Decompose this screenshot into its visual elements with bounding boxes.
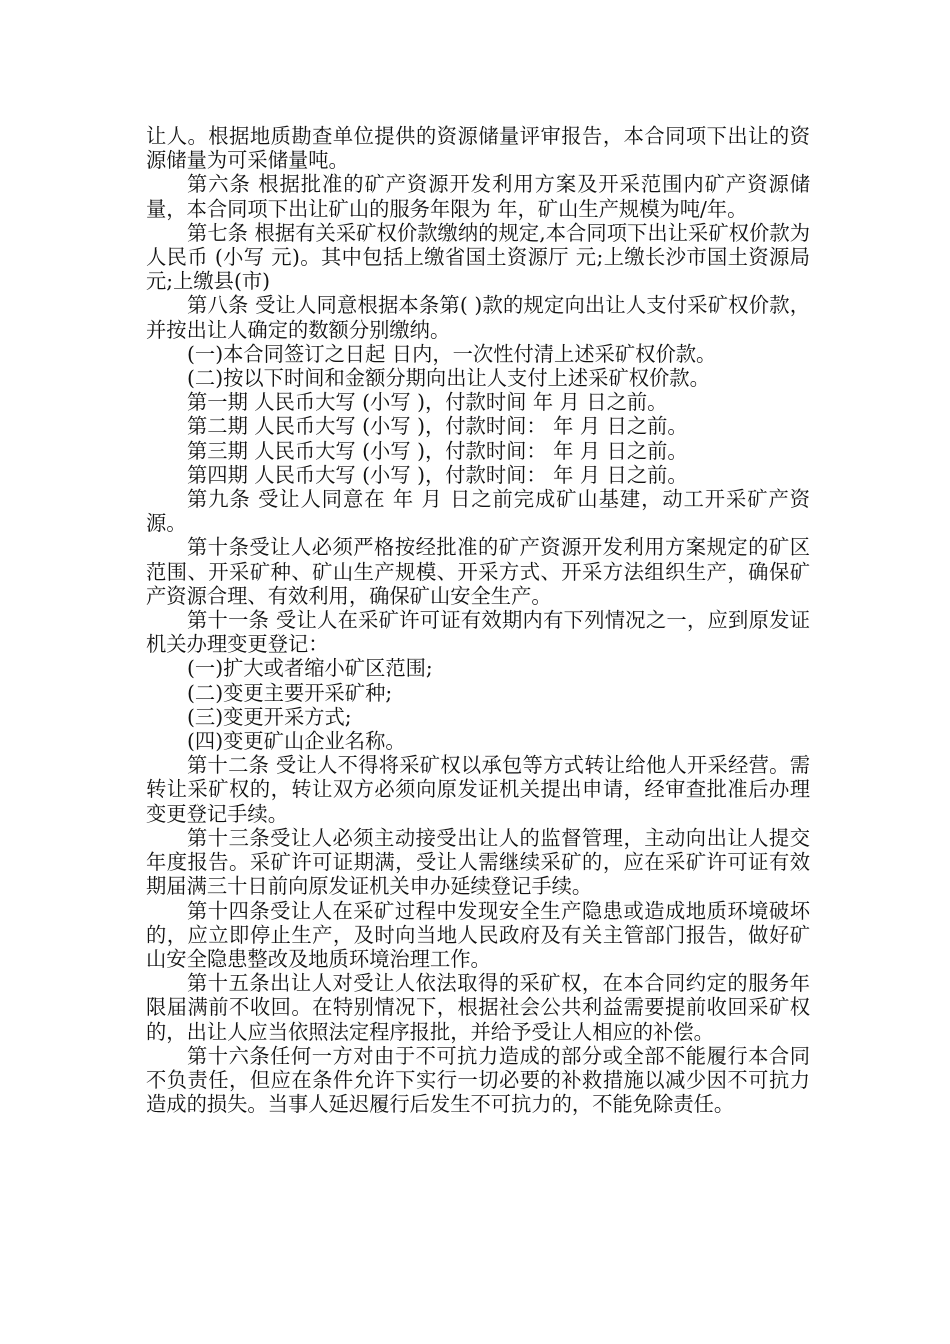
article-16: 第十六条任何一方对由于不可抗力造成的部分或全部不能履行本合同不负责任，但应在条件允许下实行一切必要的补救措施以减少因不可抗力造成的损失。当事人延迟履行后发生不可抗力的，不能免除责任。 (146, 1043, 810, 1117)
article-14: 第十四条受让人在采矿过程中发现安全生产隐患或造成地质环境破坏的，应立即停止生产，及时向当地人民政府及有关主管部门报告，做好矿山安全隐患整改及地质环境治理工作。 (146, 898, 810, 971)
installment-3: 第三期 人民币大写 (小写 )，付款时间： 年 月 日之前。 (187, 438, 688, 463)
article-11: 第十一条 受让人在采矿许可证有效期内有下列情况之一，应到原发证机关办理变更登记： (146, 608, 810, 657)
installment-1: 第一期 人民币大写 (小写 )，付款时间 年 月 日之前。 (187, 390, 668, 415)
article-11-item-3: (三)变更开采方式; (187, 704, 352, 729)
article-13: 第十三条受让人必须主动接受出让人的监督管理，主动向出让人提交年度报告。采矿许可证期满，受让人需继续采矿的，应在采矿许可证有效期届满三十日前向原发证机关申办延续登记手续。 (146, 825, 810, 899)
article-12: 第十二条 受让人不得将采矿权以承包等方式转让给他人开采经营。需转让采矿权的，转让双方必须向原发证机关提出申请，经审查批准后办理变更登记手续。 (146, 753, 810, 826)
article-8-clause-1: (一)本合同签订之日起 日内，一次性付清上述采矿权价款。 (187, 341, 717, 366)
article-11-item-4: (四)变更矿山企业名称。 (187, 729, 406, 754)
article-15: 第十五条出让人对受让人依法取得的采矿权，在本合同约定的服务年限届满前不收回。在特别情况下，根据社会公共利益需要提前收回采矿权的，出让人应当依照法定程序报批，并给予受让人相应的补偿。 (146, 971, 810, 1044)
document-body (146, 124, 810, 1116)
article-9: 第九条 受让人同意在 年 月 日之前完成矿山基建，动工开采矿产资源。 (146, 487, 810, 536)
installment-4: 第四期 人民币大写 (小写 )，付款时间： 年 月 日之前。 (187, 462, 688, 487)
article-7: 第七条 根据有关采矿权价款缴纳的规定,本合同项下出让采矿权价款为人民币 (小写 元)。其中包括上缴省国土资源厅 元;上缴长沙市国土资源局 元;上缴县(市) (146, 220, 810, 294)
paragraph-continuation: 让人。根据地质勘查单位提供的资源储量评审报告，本合同项下出让的资源储量为可采储量吨。 (146, 124, 810, 173)
article-6: 第六条 根据批准的矿产资源开发利用方案及开采范围内矿产资源储量，本合同项下出让矿山的服务年限为 年，矿山生产规模为吨/年。 (146, 172, 810, 221)
installment-2: 第二期 人民币大写 (小写 )，付款时间： 年 月 日之前。 (187, 414, 688, 439)
article-11-item-2: (二)变更主要开采矿种; (187, 680, 393, 705)
article-8: 第八条 受让人同意根据本条第( )款的规定向出让人支付采矿权价款，并按出让人确定的数额分别缴纳。 (146, 293, 810, 342)
article-11-item-1: (一)扩大或者缩小矿区范围; (187, 656, 433, 681)
article-8-clause-2: (二)按以下时间和金额分期向出让人支付上述采矿权价款。 (187, 366, 710, 391)
article-10: 第十条受让人必须严格按经批准的矿产资源开发利用方案规定的矿区范围、开采矿种、矿山生产规模、开采方式、开采方法组织生产，确保矿产资源合理、有效利用，确保矿山安全生产。 (146, 535, 810, 608)
